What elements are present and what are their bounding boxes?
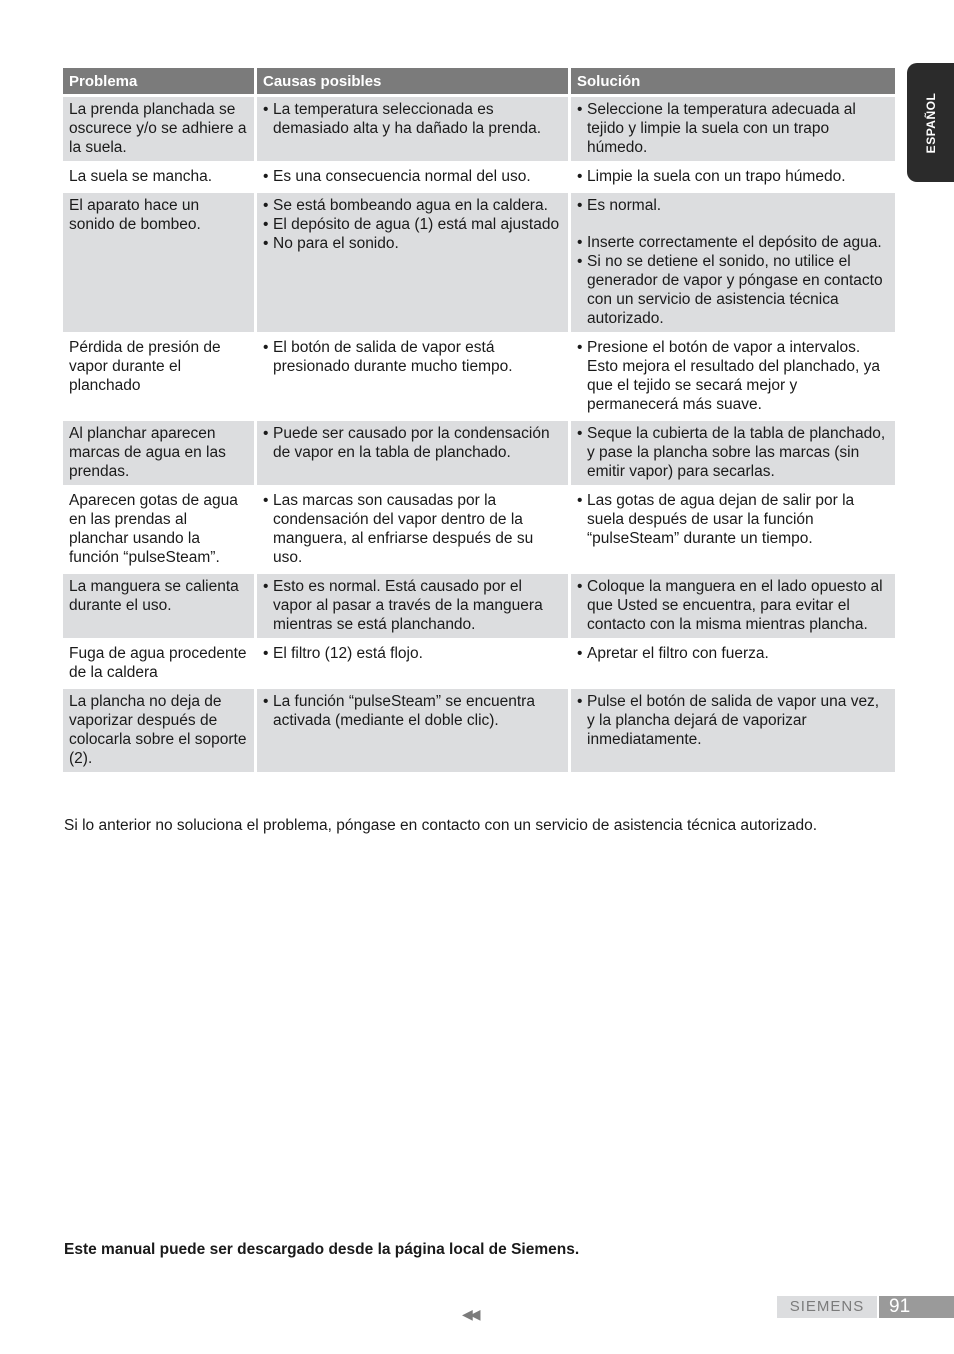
footer-brand: SIEMENS (777, 1296, 877, 1318)
table-row (63, 97, 895, 161)
causes-list (263, 491, 562, 567)
list-item: • Es normal. (577, 196, 889, 215)
table-row (63, 193, 895, 332)
list-item: • La función “pulseSteam” se encuentra activada (mediante el doble clic). (263, 692, 562, 730)
list-item: • Si no se detiene el sonido, no utilice el generador de vapor y póngase en contacto con un servicio de asistencia técnica autorizado. (577, 252, 889, 328)
solution-cell (571, 421, 895, 485)
troubleshooting-table (60, 65, 898, 775)
solution-cell (571, 641, 895, 686)
table-row (63, 488, 895, 571)
table-body (63, 97, 895, 772)
causes-cell (257, 421, 568, 485)
table-row (63, 164, 895, 190)
causes-list (263, 424, 562, 462)
solutions-list (577, 577, 889, 634)
causes-cell (257, 488, 568, 571)
causes-cell (257, 335, 568, 418)
solution-cell (571, 335, 895, 418)
list-item: • Presione el botón de vapor a intervalos. Esto mejora el resultado del planchado, ya que el tejido se secará mejor y permanecerá más suave. (577, 338, 889, 414)
list-item: • El botón de salida de vapor está presionado durante mucho tiempo. (263, 338, 562, 376)
list-item: • Inserte correctamente el depósito de agua. (577, 233, 889, 252)
causes-cell (257, 193, 568, 332)
list-item: • Coloque la manguera en el lado opuesto al que Usted se encuentra, para evitar el contacto con la misma mientras plancha. (577, 577, 889, 634)
solutions-list (577, 424, 889, 481)
causes-list (263, 577, 562, 634)
table-row (63, 689, 895, 772)
table-row (63, 335, 895, 418)
causes-cell (257, 164, 568, 190)
list-item: • Las gotas de agua dejan de salir por la suela después de usar la función “pulseSteam” durante un tiempo. (577, 491, 889, 548)
causes-list (263, 196, 562, 253)
list-item: • Seque la cubierta de la tabla de planchado, y pase la plancha sobre las marcas (sin emitir vapor) para secarlas. (577, 424, 889, 481)
language-tab (907, 63, 954, 182)
solution-cell (571, 97, 895, 161)
list-item: • Esto es normal. Está causado por el vapor al pasar a través de la manguera mientras se está planchando. (263, 577, 562, 634)
solutions-list (577, 491, 889, 548)
language-tab-label: ESPAÑOL (923, 92, 938, 153)
list-item: • Las marcas son causadas por la condensación del vapor dentro de la manguera, al enfriarse después de su uso. (263, 491, 562, 567)
table-row (63, 574, 895, 638)
solution-cell (571, 193, 895, 332)
problem-cell: Fuga de agua procedente de la caldera (69, 645, 247, 681)
problem-cell: La prenda planchada se oscurece y/o se adhiere a la suela. (63, 97, 254, 161)
causes-list (263, 100, 562, 138)
solution-cell (571, 689, 895, 772)
causes-list (263, 338, 562, 376)
table-header-row (63, 68, 895, 94)
list-item: • Limpie la suela con un trapo húmedo. (577, 167, 889, 186)
after-note: Si lo anterior no soluciona el problema, póngase en contacto con un servicio de asistencia técnica autorizado. (64, 817, 818, 834)
problem-cell: Pérdida de presión de vapor durante el planchado (69, 339, 221, 394)
causes-cell (257, 689, 568, 772)
list-item: • Pulse el botón de salida de vapor una vez, y la plancha dejará de vaporizar inmediatamente. (577, 692, 889, 749)
table-row (63, 641, 895, 686)
solutions-list (577, 196, 889, 328)
solutions-list (577, 338, 889, 414)
problem-cell: La plancha no deja de vaporizar después de colocarla sobre el soporte (2). (63, 689, 254, 772)
page-number: 91 (879, 1296, 954, 1318)
problem-cell: Aparecen gotas de agua en las prendas al planchar usando la función “pulseSteam”. (69, 492, 238, 566)
list-item: • Seleccione la temperatura adecuada al tejido y limpie la suela con un trapo húmedo. (577, 100, 889, 157)
list-item: • La temperatura seleccionada es demasiado alta y ha dañado la prenda. (263, 100, 562, 138)
list-item: • El depósito de agua (1) está mal ajustado (263, 215, 562, 234)
download-note: Este manual puede ser descargado desde la página local de Siemens. (64, 1241, 580, 1258)
list-item: • Apretar el filtro con fuerza. (577, 644, 889, 663)
problem-cell: La manguera se calienta durante el uso. (63, 574, 254, 638)
list-item: • El filtro (12) está flojo. (263, 644, 562, 663)
causes-cell (257, 97, 568, 161)
header-solution: Solución (571, 68, 895, 94)
list-item: • No para el sonido. (263, 234, 562, 253)
causes-cell (257, 574, 568, 638)
header-causes: Causas posibles (257, 68, 568, 94)
causes-list (263, 167, 562, 186)
list-item: • Es una consecuencia normal del uso. (263, 167, 562, 186)
problem-cell: El aparato hace un sonido de bombeo. (63, 193, 254, 332)
solution-cell (571, 164, 895, 190)
solutions-list (577, 692, 889, 749)
problem-cell: Al planchar aparecen marcas de agua en las prendas. (63, 421, 254, 485)
causes-cell (257, 641, 568, 686)
solutions-list (577, 100, 889, 157)
solutions-list (577, 167, 889, 186)
solution-cell (571, 574, 895, 638)
solutions-list (577, 644, 889, 663)
causes-list (263, 644, 562, 663)
table-row (63, 421, 895, 485)
list-item: • Puede ser causado por la condensación de vapor en la tabla de planchado. (263, 424, 562, 462)
list-item: • Se está bombeando agua en la caldera. (263, 196, 562, 215)
double-left-arrow-icon[interactable]: ◀◀ (462, 1306, 478, 1322)
header-problem: Problema (63, 68, 254, 94)
causes-list (263, 692, 562, 730)
problem-cell: La suela se mancha. (69, 168, 213, 185)
solution-cell (571, 488, 895, 571)
